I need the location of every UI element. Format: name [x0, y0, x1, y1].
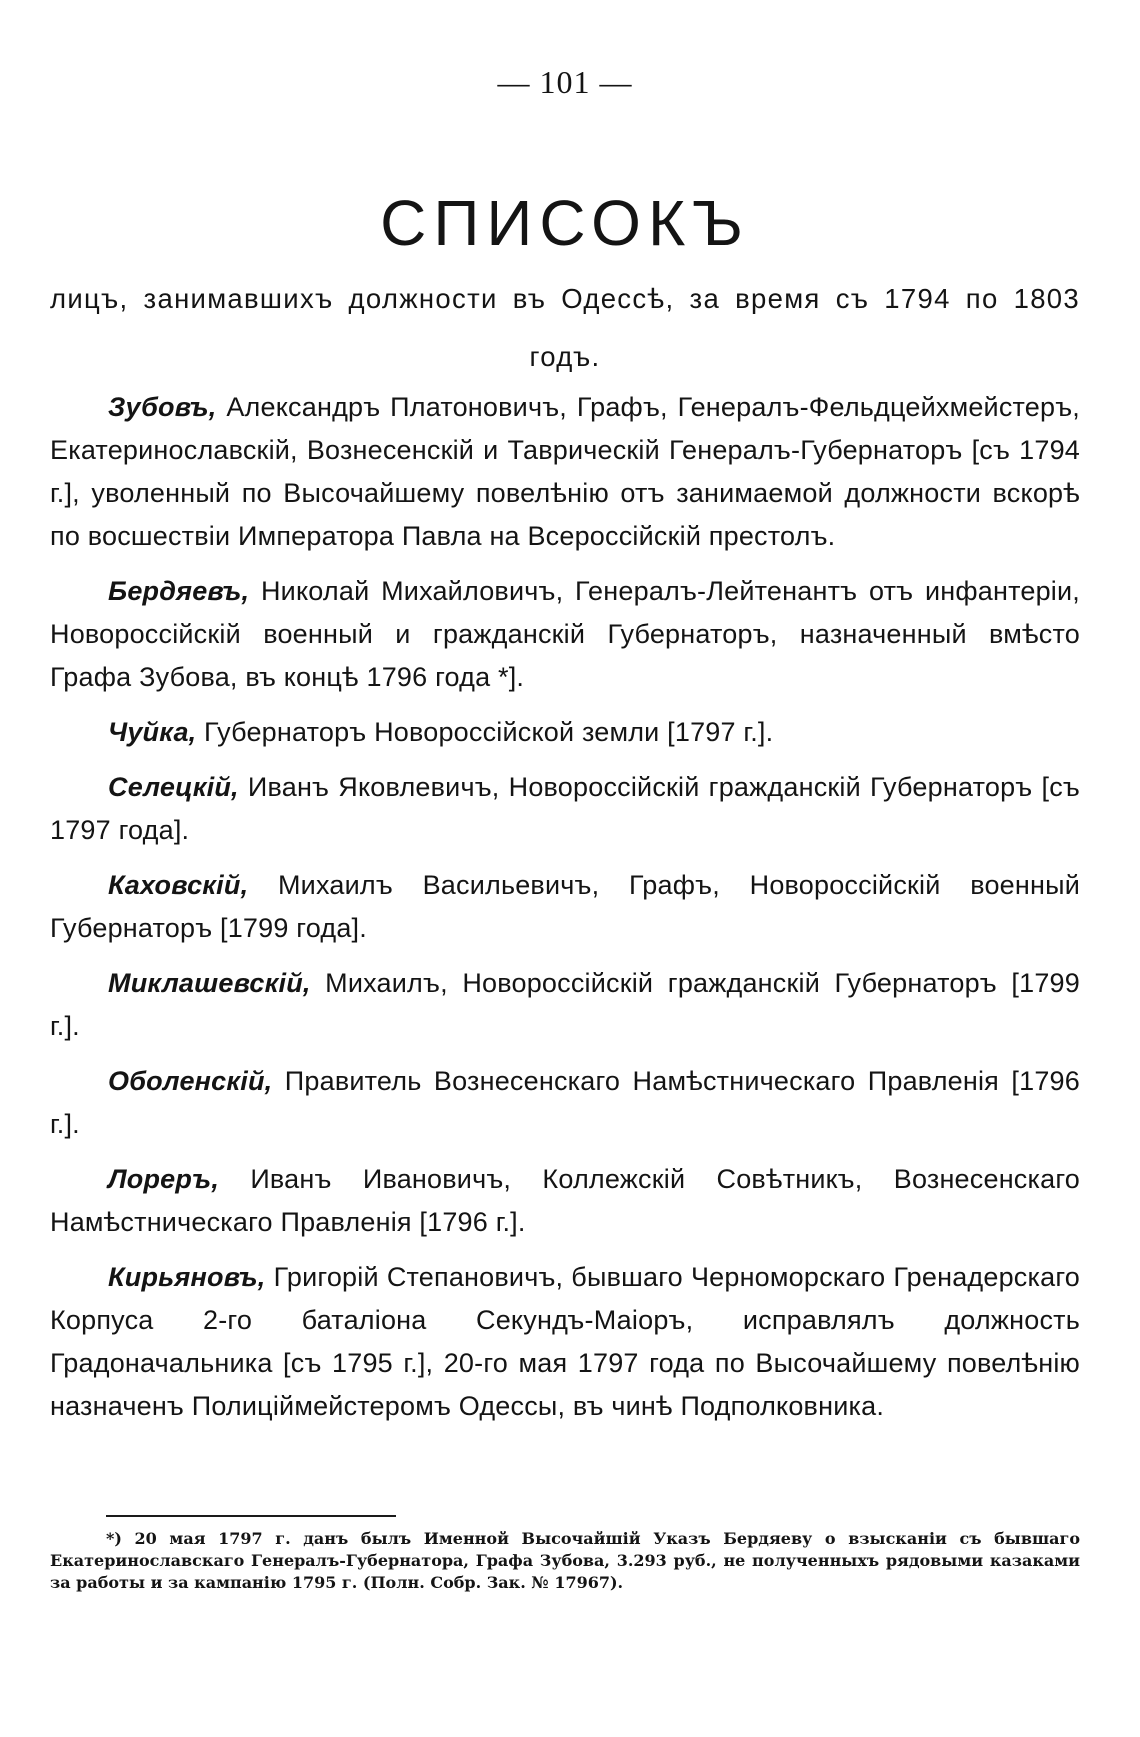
entry-surname: Бердяевъ, — [108, 576, 250, 606]
officials-list — [50, 386, 1080, 1440]
entry-surname: Миклашевскій, — [108, 968, 311, 998]
entry-text: Михаилъ, Новороссійскій гражданскій Губернаторъ [1799 г.]. — [50, 968, 1080, 1041]
entry-surname: Лореръ, — [108, 1164, 220, 1194]
entry-surname: Селецкій, — [108, 772, 239, 802]
page-title: СПИСОКЪ — [380, 187, 750, 259]
entry-text: Иванъ Ивановичъ, Коллежскій Совѣтникъ, Вознесенскаго Намѣстническаго Правленія [1796 г.]. — [50, 1164, 1080, 1237]
entry-text: Иванъ Яковлевичъ, Новороссійскій гражданскій Губернаторъ [съ 1797 года]. — [50, 772, 1080, 845]
list-item — [50, 1060, 1080, 1146]
entry-surname: Чуйка, — [108, 717, 197, 747]
entry-text: Михаилъ Васильевичъ, Графъ, Новороссійскій военный Губернаторъ [1799 года]. — [50, 870, 1080, 943]
list-item — [50, 962, 1080, 1048]
entry-text: Александръ Платоновичъ, Графъ, Генералъ-Фельдцейхмейстеръ, Екатеринославскій, Вознесенскій и Таврическій Генералъ-Губернаторъ [съ 1794 г.], уволенный по Высочайшему повелѣнію отъ занимаемой должности вскорѣ по восшествіи Императора Павла на Всероссійскій престолъ. — [50, 392, 1080, 551]
list-item — [50, 711, 1080, 754]
list-item — [50, 570, 1080, 699]
document-page — [50, 0, 1080, 1737]
entry-surname: Каховскій, — [108, 870, 249, 900]
list-item — [50, 864, 1080, 950]
entry-surname: Оболенскій, — [108, 1066, 273, 1096]
entry-text: Губернаторъ Новороссійской земли [1797 г.]. — [196, 717, 774, 747]
list-item — [50, 766, 1080, 852]
page-subtitle: лицъ, занимавшихъ должности въ Одессѣ, за время съ 1794 по 1803 годъ. — [50, 283, 1080, 372]
list-item — [50, 1256, 1080, 1428]
list-item — [50, 386, 1080, 558]
entry-surname: Кирьяновъ, — [108, 1262, 266, 1292]
page-number: — 101 — — [497, 64, 633, 100]
footnote: *) 20 мая 1797 г. данъ былъ Именной Высочайшій Указъ Бердяеву о взысканіи съ бывшаго Екатеринославскаго Генералъ-Губернатора, Графа Зубова, 3.293 руб., не полученныхъ рядовыми казаками за работы и за кампанію 1795 г. (Полн. Собр. Зак. № 17967). — [50, 1529, 1080, 1592]
footnote-divider — [106, 1515, 396, 1517]
entry-text: Правитель Вознесенскаго Намѣстническаго Правленія [1796 г.]. — [50, 1066, 1080, 1139]
entry-text: Григорій Степановичъ, бывшаго Черноморскаго Гренадерскаго Корпуса 2-го баталіона Секундъ-Маіоръ, исправлялъ должность Градоначальника [съ 1795 г.], 20-го мая 1797 года по Высочайшему повелѣнію назначенъ Полиціймейстеромъ Одессы, въ чинѣ Подполковника. — [50, 1262, 1080, 1421]
entry-text: Николай Михайловичъ, Генералъ-Лейтенантъ отъ инфантеріи, Новороссійскій военный и гражданскій Губернаторъ, назначенный вмѣсто Графа Зубова, въ концѣ 1796 года *]. — [50, 576, 1080, 692]
entry-surname: Зубовъ, — [108, 392, 217, 422]
list-item — [50, 1158, 1080, 1244]
